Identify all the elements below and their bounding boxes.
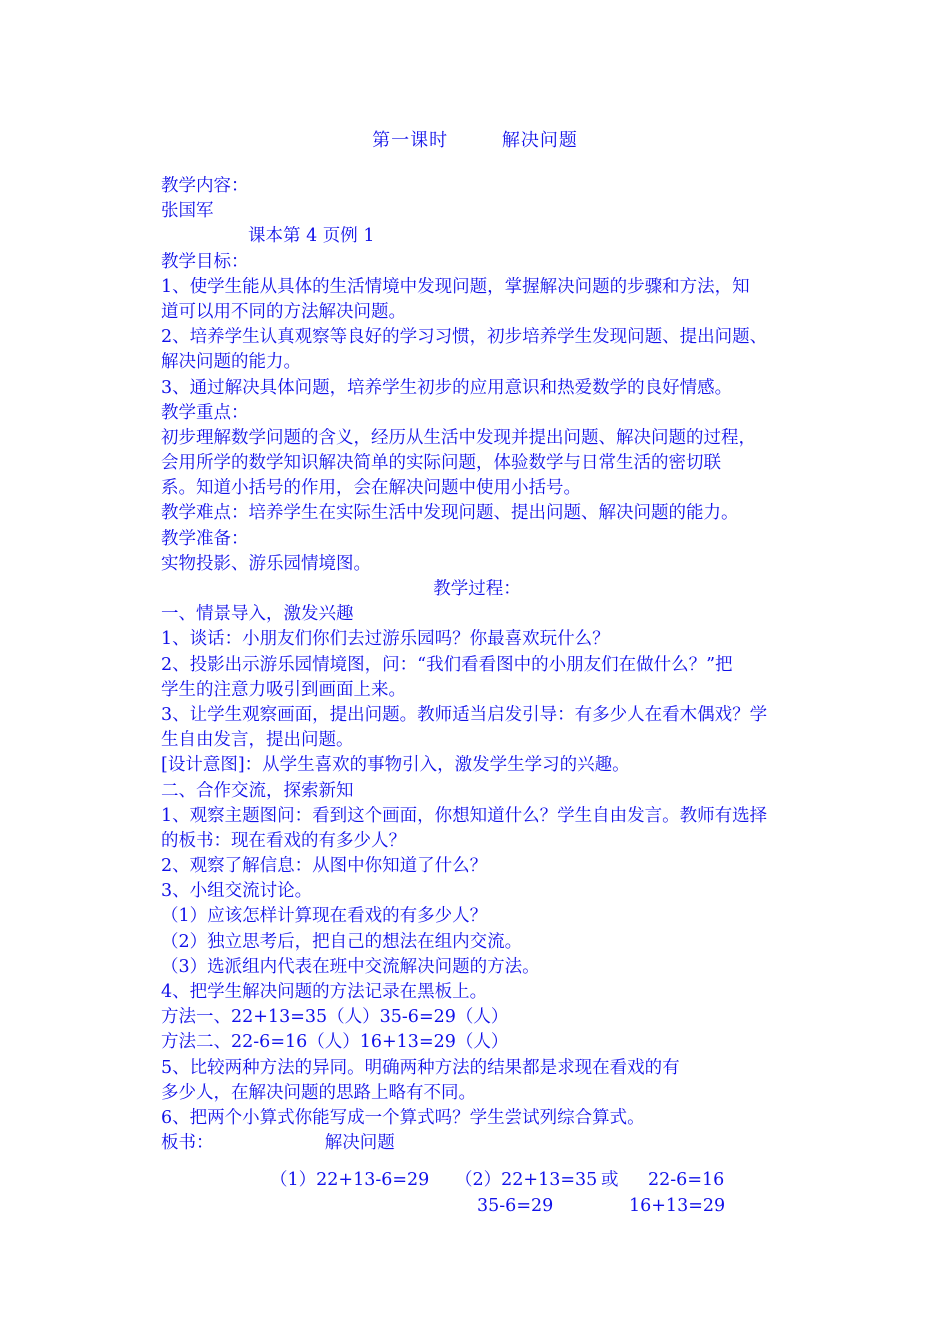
key-point-line: 会用所学的数学知识解决简单的实际问题，体验数学与日常生活的密切联 [161,453,721,474]
heading-key-points: 教学重点： [161,402,249,423]
formula-method-one-step-one: （2）22+13=35 [455,1170,598,1190]
textbook-reference: 课本第 4 页例 1 [248,226,375,247]
process-line: 6、把两个小算式你能写成一个算式吗？学生尝试列综合算式。 [161,1107,645,1128]
process-line: 1、谈话：小朋友们你们去过游乐园吗？你最喜欢玩什么？ [161,629,610,650]
process-line: 学生的注意力吸引到画面上来。 [161,679,406,700]
or-label: 或 [601,1170,619,1190]
formula-method-one-step-two: 35-6=29 [477,1196,554,1216]
section-heading: 一、情景导入，激发兴趣 [161,604,354,625]
process-line: 2、观察了解信息：从图中你知道了什么？ [161,856,488,877]
key-point-line: 系。知道小括号的作用，会在解决问题中使用小括号。 [161,478,581,499]
key-point-line: 初步理解数学问题的含义，经历从生活中发现并提出问题、解决问题的过程， [161,427,756,448]
process-line: 1、观察主题图问：看到这个画面，你想知道什么？学生自由发言。教师有选择 [161,805,768,826]
process-line: 的板书：现在看戏的有多少人？ [161,830,406,851]
process-line: 5、比较两种方法的异同。明确两种方法的结果都是求现在看戏的有 [161,1057,680,1078]
goal-line: 道可以用不同的方法解决问题。 [161,301,406,322]
process-line: 2、投影出示游乐园情境图，问：“我们看看图中的小朋友们在做什么？”把 [161,654,733,675]
process-line: 生自由发言，提出问题。 [161,730,354,751]
process-line: 多少人，在解决问题的思路上略有不同。 [161,1082,476,1103]
goal-line: 2、培养学生认真观察等良好的学习习惯，初步培养学生发现问题、提出问题、 [161,327,768,348]
sub-step-line: （2）独立思考后，把自己的想法在组内交流。 [161,931,523,952]
section-heading: 二、合作交流，探索新知 [161,780,354,801]
lesson-title: 第一课时 解决问题 [372,130,578,151]
heading-teaching-process: 教学过程： [433,579,521,599]
formula-combined: （1）22+13-6=29 [270,1170,430,1190]
goal-line: 解决问题的能力。 [161,352,301,373]
design-intent-line: [设计意图]：从学生喜欢的事物引入，激发学生学习的兴趣。 [161,755,630,776]
goal-line: 3、通过解决具体问题，培养学生初步的应用意识和热爱数学的良好情感。 [161,377,733,398]
board-heading: 板书： 解决问题 [161,1133,395,1154]
heading-preparation: 教学准备： [161,528,249,549]
process-line: 3、让学生观察画面，提出问题。教师适当启发引导：有多少人在看木偶戏？学 [161,704,768,725]
sub-step-line: （1）应该怎样计算现在看戏的有多少人？ [161,906,488,927]
goal-line: 1、使学生能从具体的生活情境中发现问题，掌握解决问题的步骤和方法，知 [161,276,750,297]
method-line: 方法一、22+13=35（人）35-6=29（人） [161,1007,509,1028]
author-name: 张国军 [161,201,214,222]
lesson-body [161,174,793,1156]
heading-teaching-goals: 教学目标： [161,251,249,272]
sub-step-line: （3）选派组内代表在班中交流解决问题的方法。 [161,956,540,977]
process-line: 3、小组交流讨论。 [161,881,313,902]
process-line: 4、把学生解决问题的方法记录在黑板上。 [161,982,488,1002]
preparation-line: 实物投影、游乐园情境图。 [161,553,371,574]
difficulty-line: 教学难点：培养学生在实际生活中发现问题、提出问题、解决问题的能力。 [161,503,739,524]
formula-method-two-step-two: 16+13=29 [629,1196,726,1216]
heading-teaching-content: 教学内容： [161,176,249,196]
method-line: 方法二、22-6=16（人）16+13=29（人） [161,1032,509,1053]
formula-method-two-step-one: 22-6=16 [648,1170,725,1190]
